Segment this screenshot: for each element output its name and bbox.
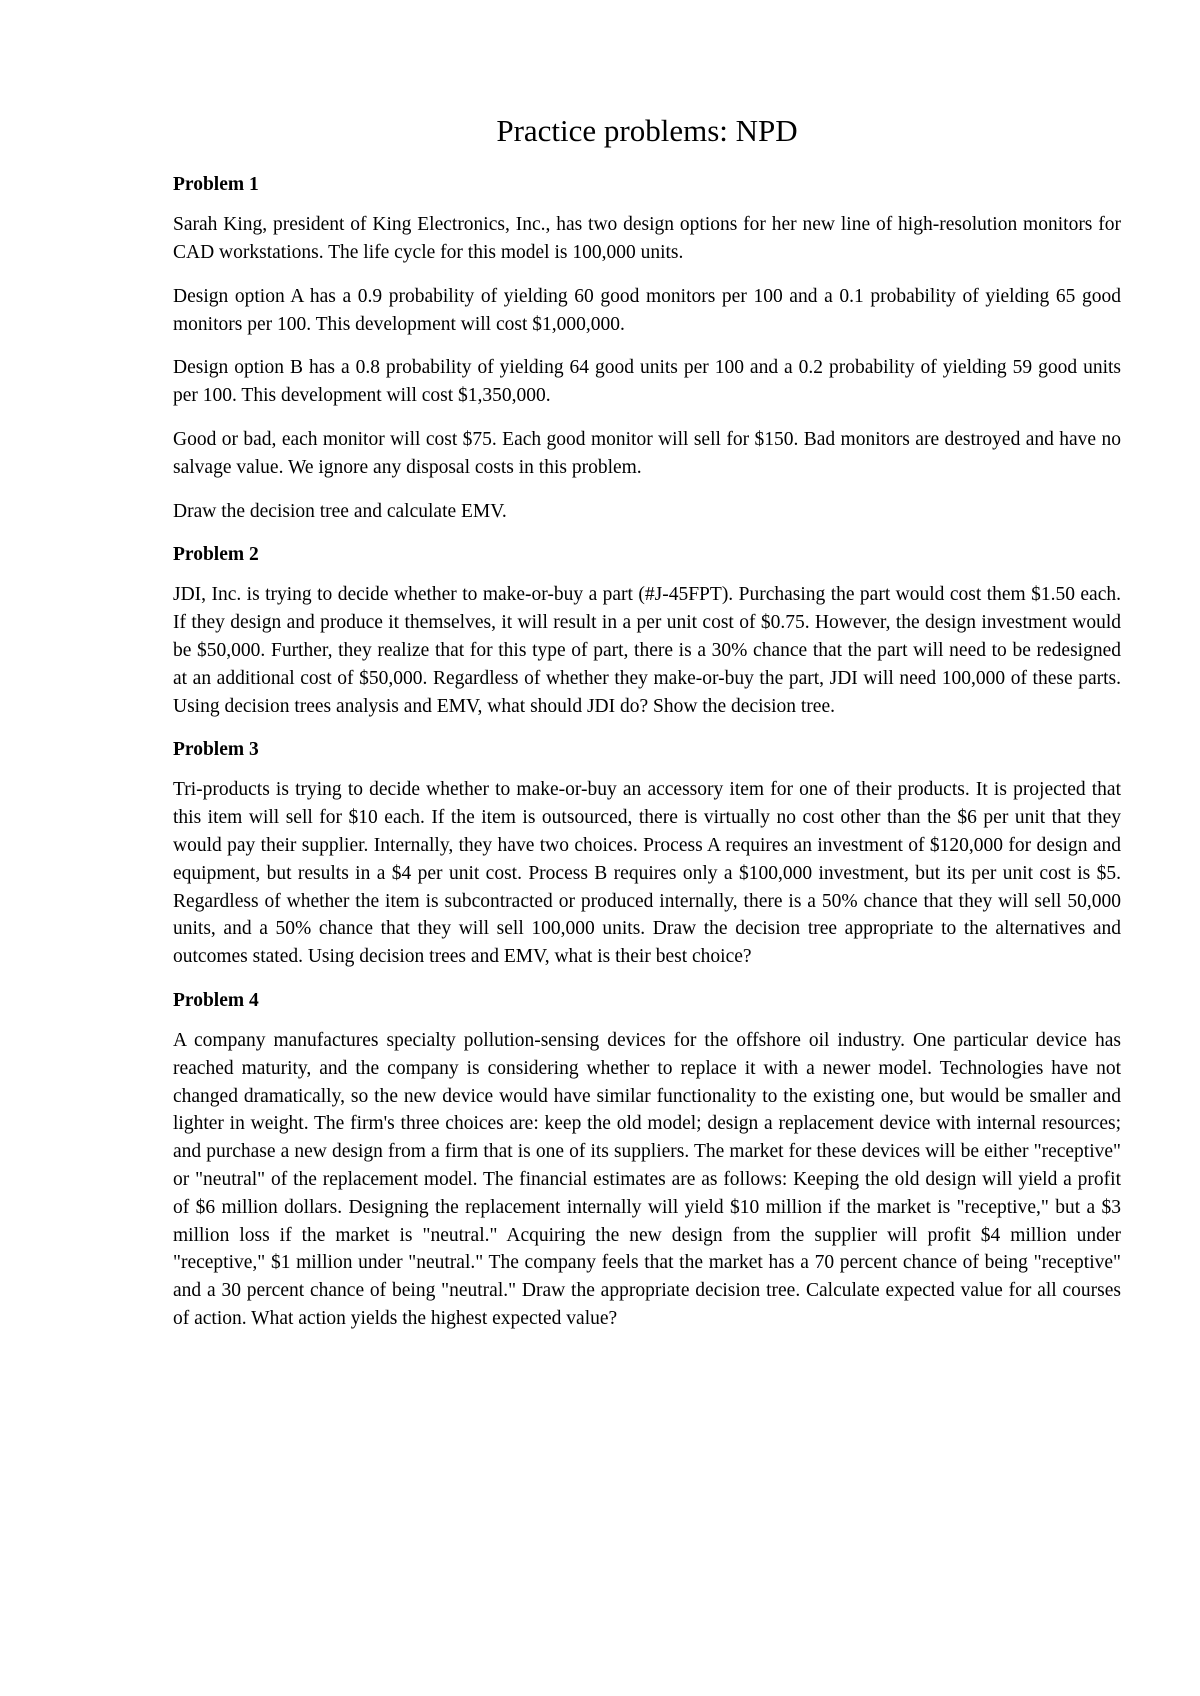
problem-2-paragraph-1: JDI, Inc. is trying to decide whether to make-or-buy a part (#J-45FPT). Purchasing the part would cost them $1.50 each. If they design and produce it themselves, it will result in a per unit cost of $0.75. However, the design investment would be $50,000. Further, they realize that for this type of part, there is a 30% chance that the part will need to be redesigned at an additional cost of $50,000. Regardless of whether they make-or-buy the part, JDI will need 100,000 of these parts. Using decision trees analysis and EMV, what should JDI do? Show the decision tree. [173, 584, 1121, 717]
problem-4-paragraph-1: A company manufactures specialty pollution-sensing devices for the offshore oil industry. One particular device has reached maturity, and the company is considering whether to replace it with a newer model. Technologies have not changed dramatically, so the new device would have similar functionality to the existing one, but would be smaller and lighter in weight. The firm's three choices are: keep the old model; design a replacement device with internal resources; and purchase a new design from a firm that is one of its suppliers. The market for these devices will be either "receptive" or "neutral" of the replacement model. The financial estimates are as follows: Keeping the old design will yield a profit of $6 million dollars. Designing the replacement internally will yield $10 million if the market is "receptive," but a $3 million loss if the market is "neutral." Acquiring the new design from the supplier will profit $4 million under "receptive," $1 million under "neutral." The company feels that the market has a 70 percent chance of being "receptive" and a 30 percent chance of being "neutral." Draw the appropriate decision tree. Calculate expected value for all courses of action. What action yields the highest expected value? [173, 1029, 1121, 1329]
problem-2-heading: Problem 2 [173, 544, 259, 566]
problem-1-heading: Problem 1 [173, 174, 259, 196]
problem-3-paragraph-1: Tri-products is trying to decide whether to make-or-buy an accessory item for one of their products. It is projected that this item will sell for $10 each. If the item is outsourced, there is virtually no cost other than the $6 per unit that they would pay their supplier. Internally, they have two choices. Process A requires an investment of $120,000 for design and equipment, but results in a $4 per unit cost. Process B requires only a $100,000 investment, but its per unit cost is $5. Regardless of whether the item is subcontracted or produced internally, there is a 50% chance that they will sell 50,000 units, and a 50% chance that they will sell 100,000 units. Draw the decision tree appropriate to the alternatives and outcomes stated. Using decision trees and EMV, what is their best choice? [173, 779, 1121, 968]
problem-3-heading: Problem 3 [173, 739, 259, 761]
problem-1-paragraph-5: Draw the decision tree and calculate EMV. [173, 500, 507, 522]
problem-1-paragraph-2: Design option A has a 0.9 probability of yielding 60 good monitors per 100 and a 0.1 probability of yielding 65 good monitors per 100. This development will cost $1,000,000. [173, 285, 1121, 335]
document-page [173, 112, 1121, 1349]
page-title: Practice problems: NPD [496, 113, 798, 148]
problem-1-paragraph-1: Sarah King, president of King Electronics, Inc., has two design options for her new line of high-resolution monitors for CAD workstations. The life cycle for this model is 100,000 units. [173, 214, 1121, 263]
problem-1-paragraph-4: Good or bad, each monitor will cost $75. Each good monitor will sell for $150. Bad monitors are destroyed and have no salvage value. We ignore any disposal costs in this problem. [173, 428, 1121, 478]
problem-1-section [173, 171, 1121, 525]
problem-4-heading: Problem 4 [173, 989, 259, 1011]
problem-2-section [173, 541, 1121, 720]
problem-4-section [173, 987, 1121, 1333]
problem-1-paragraph-3: Design option B has a 0.8 probability of yielding 64 good units per 100 and a 0.2 probability of yielding 59 good units per 100. This development will cost $1,350,000. [173, 357, 1121, 407]
problem-3-section [173, 736, 1121, 971]
